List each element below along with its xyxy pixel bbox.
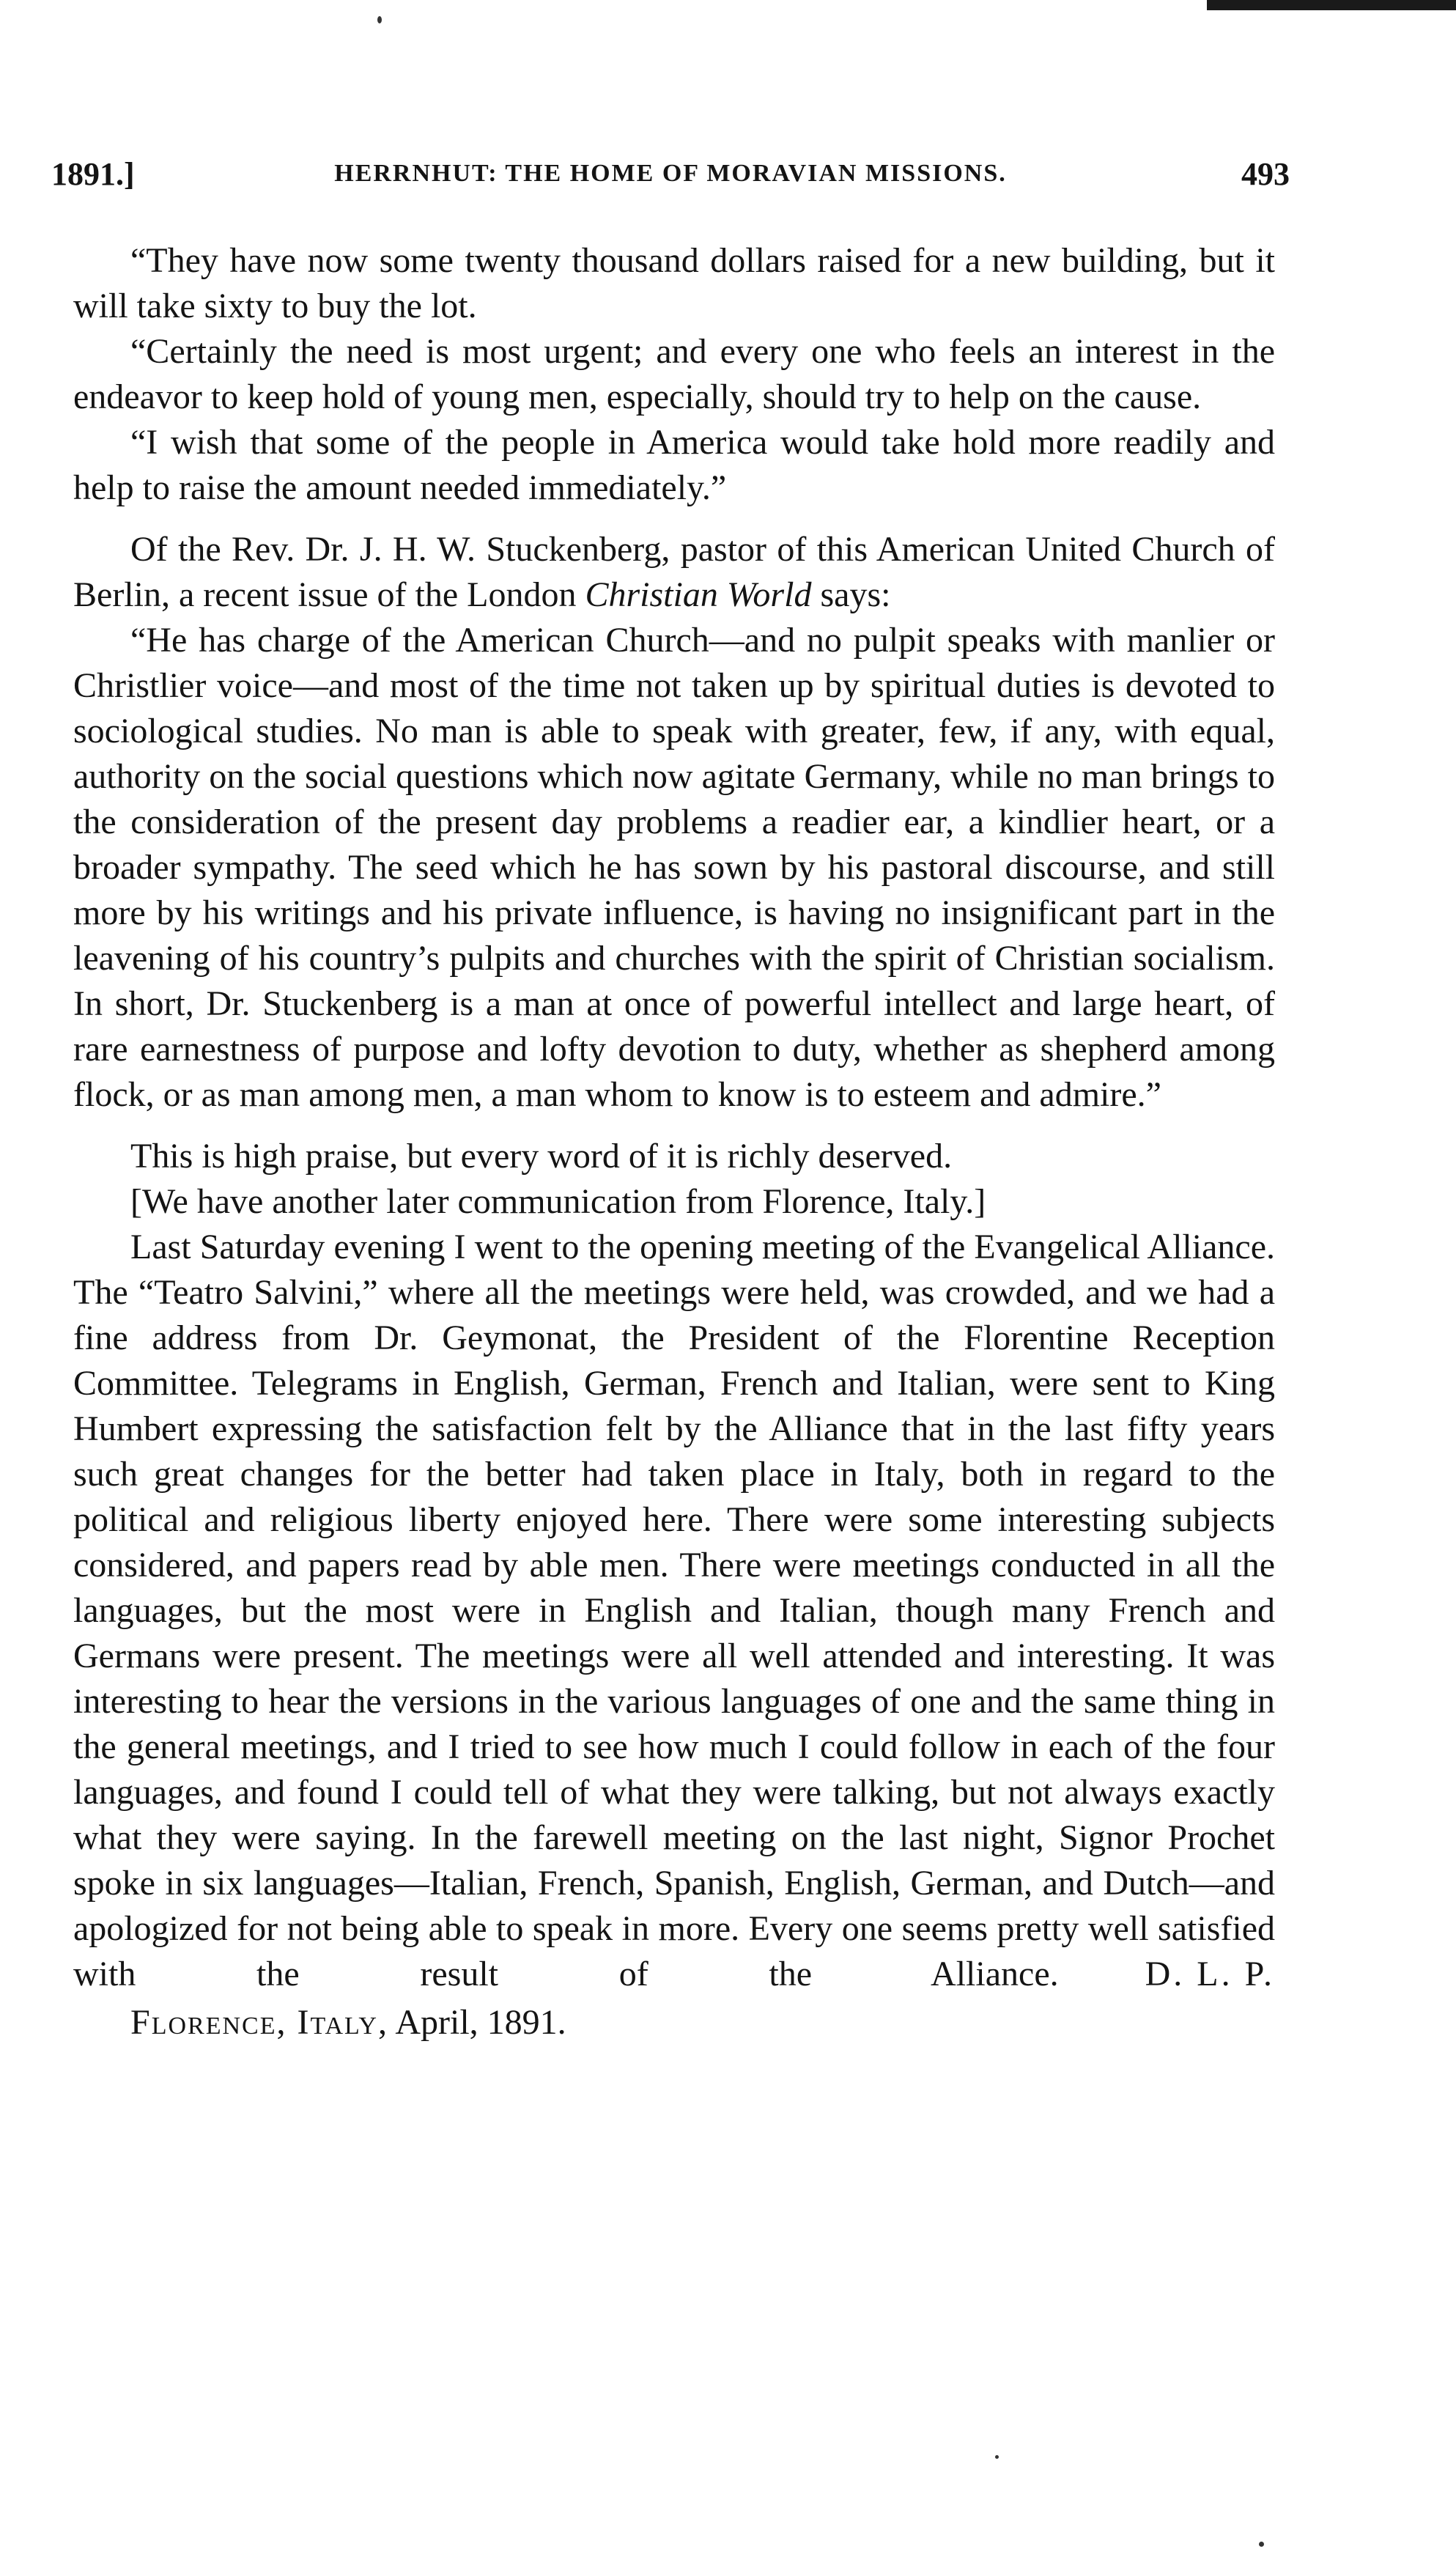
running-title: HERRNHUT: THE HOME OF MORAVIAN MISSIONS. [334,160,1007,187]
page-number-right: 493 [1241,156,1290,192]
article-body [73,238,1275,2045]
paragraph-letter [73,1225,1275,1997]
publication-title: Christian World [585,575,812,614]
editorial-note: [We have another later communication from Florence, Italy.] [130,1182,986,1221]
scan-speck [377,16,382,23]
page-number-left: 1891.] [51,156,135,192]
paragraph-text: says: [811,575,891,614]
scan-edge-mark [1207,0,1456,10]
signature: D. L. P. [1145,1955,1275,1993]
dateline [73,2000,1275,2045]
page-header [51,155,1290,199]
paragraph: This is high praise, but every word of it is richly deserved. [130,1137,953,1176]
paragraph-text: Last Saturday evening I went to the opening meeting of the Evangelical Alliance. The “Teatro Salvini,” where all the meetings were held, was crowded, and we had a fine address from Dr. Geymonat, the President of the Florentine Reception Committee. Telegrams in English, German, French and Italian, were sent to King Humbert expressing the satisfaction felt by the Alliance that in the last fifty years such great changes for the better had taken place in Italy, both in regard to the political and religious liberty enjoyed here. There were some interesting subjects considered, and papers read by able men. There were meetings conducted in all the languages, but the most were in English and Italian, though many French and Germans were present. The meetings were all well attended and interesting. It was interesting to hear the versions in the various languages of one and the same thing in the general meetings, and I tried to see how much I could follow in each of the four languages, and found I could tell of what they were talking, but not always exactly what they were saying. In the farewell meeting on the last night, Signor Prochet spoke in six languages—Italian, French, Spanish, English, German, and Dutch—and apologized for not being able to speak in more. Every one seems pretty well satisfied with the result of the Alliance. [73,1228,1275,1993]
dateline-date: April, 1891. [395,2003,566,2042]
scan-speck [995,2455,999,2459]
paragraph-stuckenberg-intro [73,527,1275,618]
paragraph: “Certainly the need is most urgent; and every one who feels an interest in the endeavor to keep hold of young men, especially, should try to help on the cause. [73,332,1275,416]
paragraph: “They have now some twenty thousand dollars raised for a new building, but it will take sixty to buy the lot. [73,241,1275,325]
scan-speck [1259,2542,1264,2547]
paragraph-text: Of the Rev. Dr. J. H. W. Stuckenberg, pastor of this American United Church of Berlin, a recent issue of the London [73,530,1275,614]
paragraph: “I wish that some of the people in America would take hold more readily and help to raise the amount needed immediately.” [73,423,1275,507]
dateline-place: Florence, Italy, [130,2003,388,2042]
paragraph-quote: “He has charge of the American Church—and no pulpit speaks with manlier or Christlier voice—and most of the time not taken up by spiritual duties is devoted to sociological studies. No man is able to speak with greater, few, if any, with equal, authority on the social questions which now agitate Germany, while no man brings to the consideration of the present day problems a readier ear, a kindlier heart, or a broader sympathy. The seed which he has sown by his pastoral discourse, and still more by his writings and his private influence, is having no insignificant part in the leavening of his country’s pulpits and churches with the spirit of Christian socialism. In short, Dr. Stuckenberg is a man at once of powerful intellect and large heart, of rare earnestness of purpose and lofty devotion to duty, whether as shepherd among flock, or as man among men, a man whom to know is to esteem and admire.” [73,621,1275,1114]
